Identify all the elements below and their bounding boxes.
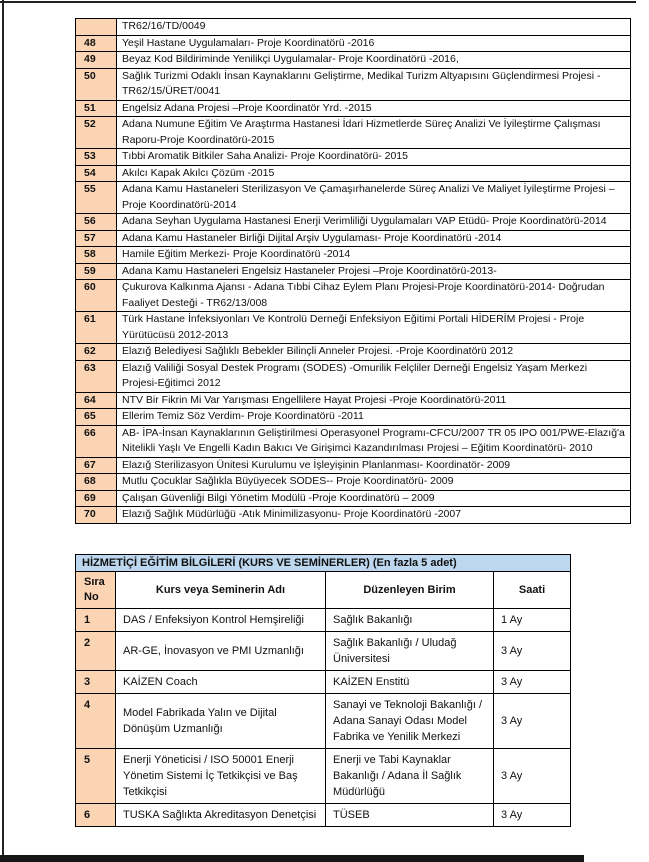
project-row-text: Elazığ Sterilizasyon Ünitesi Kurulumu ve İşleyişinin Planlanması- Koordinatör- 2009 (117, 457, 631, 474)
training-row-duration: 3 Ay (494, 749, 571, 804)
project-row (76, 312, 631, 344)
project-row-number: 69 (76, 490, 117, 507)
project-row-text: Elazığ Valiliği Sosyal Destek Programı (SODES) -Omurilik Felçliler Derneği Engelsiz Yaşam Merkezi Projesi-Eğitimci 2012 (117, 360, 631, 392)
training-row-duration: 3 Ay (494, 671, 571, 694)
project-row-number: 50 (76, 68, 117, 100)
training-row-organizer: KAİZEN Enstitü (326, 671, 494, 694)
project-row (76, 474, 631, 491)
training-row-organizer: Enerji ve Tabi Kaynaklar Bakanlığı / Adana İl Sağlık Müdürlüğü (326, 749, 494, 804)
project-row (76, 280, 631, 312)
project-row-number: 61 (76, 312, 117, 344)
column-header-duration: Saati (494, 572, 571, 609)
project-row-text: Ellerim Temiz Söz Verdim- Proje Koordinatörü -2011 (117, 409, 631, 426)
training-row-duration: 3 Ay (494, 804, 571, 827)
project-row-text: Türk Hastane İnfeksiyonları Ve Kontrolü Derneği Enfeksiyon Eğitimi Portali HİDERİM Projesi - Proje Yürütücüsü 2012-2013 (117, 312, 631, 344)
project-row-number: 70 (76, 507, 117, 524)
project-row-text: Sağlık Turizmi Odaklı İnsan Kaynaklarını Geliştirme, Medikal Turizm Altyapısını Güçlendirmesi Projesi -TR62/15/ÜRET/0041 (117, 68, 631, 100)
column-header-course: Kurs veya Seminerin Adı (116, 572, 326, 609)
project-row-number: 49 (76, 52, 117, 69)
training-row-number: 6 (76, 804, 116, 827)
project-row (76, 117, 631, 149)
project-row (76, 457, 631, 474)
training-row-course: DAS / Enfeksiyon Kontrol Hemşireliği (116, 609, 326, 632)
project-row-text: Adana Kamu Hastaneler Birliği Dijital Arşiv Uygulaması- Proje Koordinatörü -2014 (117, 230, 631, 247)
project-row-number: 55 (76, 182, 117, 214)
training-row-number: 5 (76, 749, 116, 804)
project-row (76, 247, 631, 264)
project-row-number: 67 (76, 457, 117, 474)
project-row (76, 52, 631, 69)
project-row-number: 65 (76, 409, 117, 426)
project-row-text: TR62/16/TD/0049 (117, 19, 631, 36)
training-table-section (75, 554, 571, 827)
training-table-title-row (76, 555, 571, 572)
project-row (76, 360, 631, 392)
training-row (76, 632, 571, 671)
project-row-number: 66 (76, 425, 117, 457)
project-row-number: 52 (76, 117, 117, 149)
project-row-number: 60 (76, 280, 117, 312)
training-row-organizer: Sağlık Bakanlığı / Uludağ Üniversitesi (326, 632, 494, 671)
project-row (76, 263, 631, 280)
project-row (76, 68, 631, 100)
training-row-duration: 3 Ay (494, 632, 571, 671)
training-table (75, 554, 571, 827)
project-row-text: Çukurova Kalkınma Ajansı - Adana Tıbbi Cihaz Eylem Planı Projesi-Proje Koordinatörü-2014- Doğrudan Faaliyet Desteği - TR62/13/008 (117, 280, 631, 312)
project-row-text: Beyaz Kod Bildiriminde Yenilikçi Uygulamalar- Proje Koordinatörü -2016, (117, 52, 631, 69)
project-row-number: 59 (76, 263, 117, 280)
training-row-organizer: Sanayi ve Teknoloji Bakanlığı / Adana Sanayi Odası Model Fabrika ve Yenilik Merkezi (326, 694, 494, 749)
project-row (76, 149, 631, 166)
project-row (76, 35, 631, 52)
project-row-text: Akılcı Kapak Akılcı Çözüm -2015 (117, 165, 631, 182)
project-row (76, 214, 631, 231)
training-table-header-row (76, 572, 571, 609)
scan-edge-bottom (0, 855, 584, 862)
project-row-number: 64 (76, 392, 117, 409)
scan-edge-top (0, 1, 636, 3)
project-row (76, 409, 631, 426)
project-row-text: NTV Bir Fikrin Mi Var Yarışması Engellilere Hayat Projesi -Proje Koordinatörü-2011 (117, 392, 631, 409)
project-row-number (76, 19, 117, 36)
training-row-organizer: TÜSEB (326, 804, 494, 827)
project-row-text: Adana Kamu Hastaneleri Engelsiz Hastaneler Projesi –Proje Koordinatörü-2013- (117, 263, 631, 280)
project-row-text: Adana Kamu Hastaneleri Sterilizasyon Ve Çamaşırhanelerde Süreç Analizi Ve Maliyet İyileştirme Projesi –Proje Koordinatörü-2014 (117, 182, 631, 214)
project-row (76, 230, 631, 247)
training-row-course: Enerji Yöneticisi / ISO 50001 Enerji Yönetim Sistemi İç Tetkikçisi ve Baş Tetkikçisi (116, 749, 326, 804)
training-row-course: TUSKA Sağlıkta Akreditasyon Denetçisi (116, 804, 326, 827)
column-header-organizer: Düzenleyen Birim (326, 572, 494, 609)
training-row-duration: 1 Ay (494, 609, 571, 632)
training-row-course: Model Fabrikada Yalın ve Dijital Dönüşüm Uzmanlığı (116, 694, 326, 749)
project-row-text: Engelsiz Adana Projesi –Proje Koordinatör Yrd. -2015 (117, 100, 631, 117)
training-row (76, 804, 571, 827)
project-row-text: Adana Seyhan Uygulama Hastanesi Enerji Verimliliği Uygulamaları VAP Etüdü- Proje Koordinatörü-2014 (117, 214, 631, 231)
training-row (76, 694, 571, 749)
project-row-number: 53 (76, 149, 117, 166)
project-row (76, 392, 631, 409)
column-header-sira-no: Sıra No (76, 572, 116, 609)
training-row (76, 749, 571, 804)
training-table-title: HİZMETİÇİ EĞİTİM BİLGİLERİ (KURS VE SEMİNERLER) (En fazla 5 adet) (76, 555, 571, 572)
training-row (76, 671, 571, 694)
project-row-text: Hamile Eğitim Merkezi- Proje Koordinatörü -2014 (117, 247, 631, 264)
project-row (76, 100, 631, 117)
project-row-text: Çalışan Güvenliği Bilgi Yönetim Modülü -Proje Koordinatörü – 2009 (117, 490, 631, 507)
project-row-number: 62 (76, 344, 117, 361)
project-row-text: Tıbbi Aromatik Bitkiler Saha Analizi- Proje Koordinatörü- 2015 (117, 149, 631, 166)
project-row (76, 425, 631, 457)
training-row (76, 609, 571, 632)
project-row-number: 63 (76, 360, 117, 392)
training-row-duration: 3 Ay (494, 694, 571, 749)
project-row-number: 68 (76, 474, 117, 491)
project-row-number: 56 (76, 214, 117, 231)
project-row (76, 165, 631, 182)
project-row-number: 57 (76, 230, 117, 247)
project-row (76, 19, 631, 36)
project-row-number: 48 (76, 35, 117, 52)
project-row-text: AB- İPA-İnsan Kaynaklarının Geliştirilmesi Operasyonel Programı-CFCU/2007 TR 05 IPO 001/PWE-Elazığ'a Nitelikli Yaşlı Ve Engelli Kadın Bakıcı Ve Girişimci Kazandırılması Projesi – Eğitim Koordinatörü- 2010 (117, 425, 631, 457)
project-row-text: Adana Numune Eğitim Ve Araştırma Hastanesi İdari Hizmetlerde Süreç Analizi Ve İyileştirme Çalışması Raporu-Proje Koordinatörü-2015 (117, 117, 631, 149)
projects-table (75, 18, 631, 524)
project-row (76, 507, 631, 524)
training-row-number: 4 (76, 694, 116, 749)
project-row-text: Elazığ Belediyesi Sağlıklı Bebekler Bilinçli Anneler Projesi. -Proje Koordinatörü 2012 (117, 344, 631, 361)
training-row-course: AR-GE, İnovasyon ve PMI Uzmanlığı (116, 632, 326, 671)
project-row-text: Yeşil Hastane Uygulamaları- Proje Koordinatörü -2016 (117, 35, 631, 52)
project-row-text: Mutlu Çocuklar Sağlıkla Büyüyecek SODES-- Proje Koordinatörü- 2009 (117, 474, 631, 491)
project-row (76, 490, 631, 507)
training-row-number: 3 (76, 671, 116, 694)
training-row-course: KAİZEN Coach (116, 671, 326, 694)
project-row (76, 182, 631, 214)
project-row (76, 344, 631, 361)
project-row-number: 51 (76, 100, 117, 117)
project-row-number: 58 (76, 247, 117, 264)
training-row-organizer: Sağlık Bakanlığı (326, 609, 494, 632)
training-row-number: 2 (76, 632, 116, 671)
training-row-number: 1 (76, 609, 116, 632)
project-row-number: 54 (76, 165, 117, 182)
scan-edge-left (2, 0, 4, 862)
project-row-text: Elazığ Sağlık Müdürlüğü -Atık Minimilizasyonu- Proje Koordinatörü -2007 (117, 507, 631, 524)
